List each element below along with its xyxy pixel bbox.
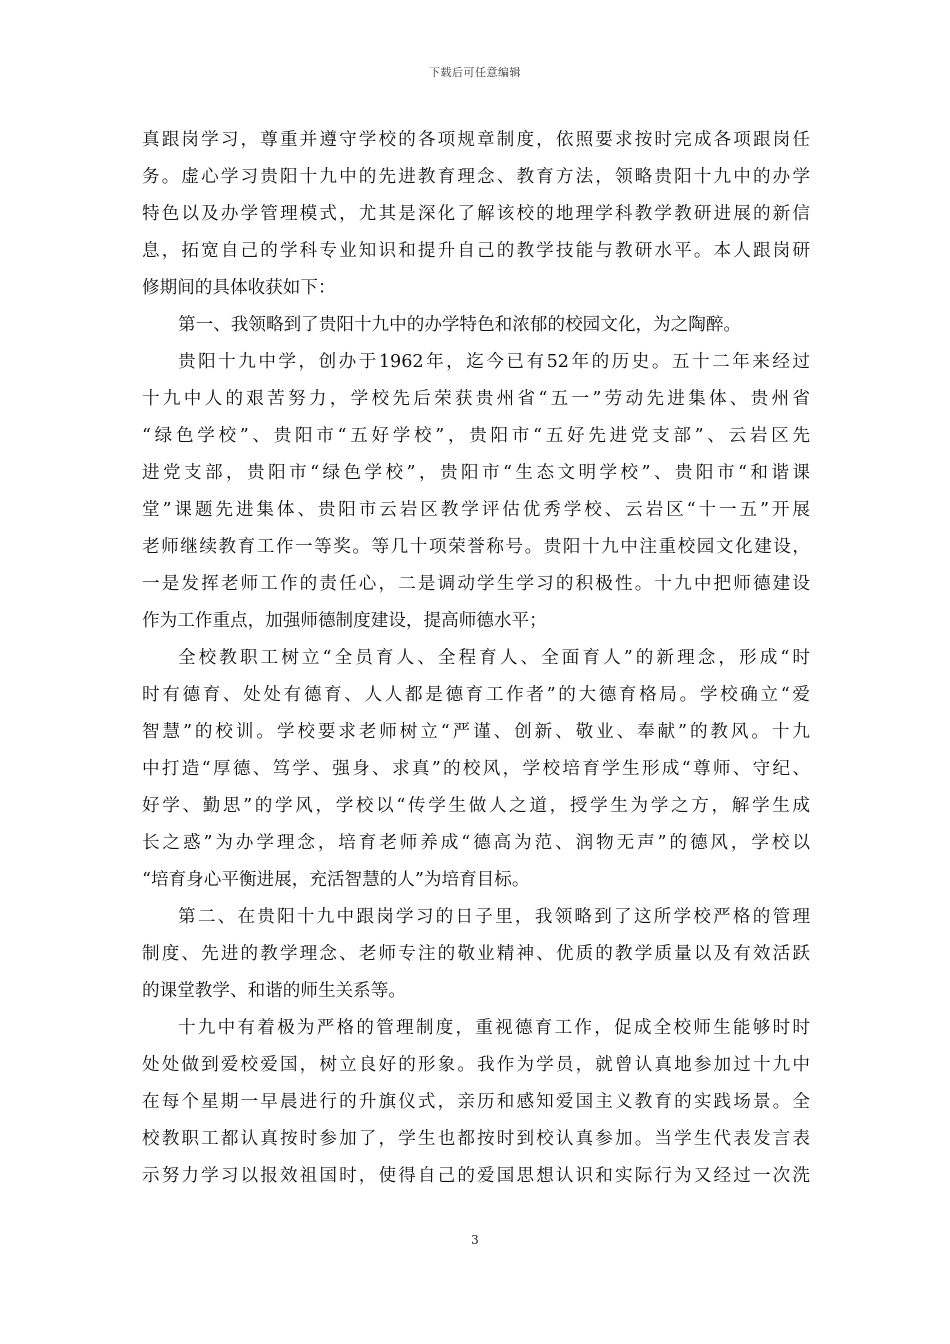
text-line: 时有德育、处处有德育、人人都是德育工作者”的大德育格局。学校确立“爱 [142,685,810,705]
page-number: 3 [471,1233,479,1247]
page-header: 下载后可任意编辑 [429,66,521,79]
text-line: 智慧”的校训。学校要求老师树立“严谨、创新、敬业、奉献”的教风。十九 [142,722,810,742]
text-line: 好学、勤思”的学风，学校以“传学生做人之道，授学生为学之方，解学生成 [142,796,810,816]
text-line: 的课堂教学、和谐的师生关系等。 [142,981,406,1001]
text-line: 一是发挥老师工作的责任心，二是调动学生学习的积极性。十九中把师德建设 [142,574,810,594]
text-line: 第二、在贵阳十九中跟岗学习的日子里，我领略到了这所学校严格的管理 [178,907,810,927]
text-line: 全校教职工树立“全员育人、全程育人、全面育人”的新理念，形成“时 [178,648,810,668]
text-line: 示努力学习以报效祖国时，使得自己的爱国思想认识和实际行为又经过一次洗 [142,1166,810,1186]
text-line: 第一、我领略到了贵阳十九中的办学特色和浓郁的校园文化，为之陶醉。 [178,315,742,335]
text-line: 务。虚心学习贵阳十九中的先进教育理念、教育方法，领略贵阳十九中的办学 [142,167,810,187]
text-line: 息，拓宽自己的学科专业知识和提升自己的教学技能与教研水平。本人跟岗研 [142,241,810,261]
text-line: 十九中人的艰苦努力，学校先后荣获贵州省“五一”劳动先进集体、贵州省 [142,389,810,409]
text-line: 中打造“厚德、笃学、强身、求真”的校风，学校培育学生形成“尊师、守纪、 [142,759,810,779]
text-line: 十九中有着极为严格的管理制度，重视德育工作，促成全校师生能够时时 [178,1018,810,1038]
document-body [142,122,810,1195]
text-line: “培育身心平衡进展，充活智慧的人”为培育目标。 [142,870,530,890]
text-line: 制度、先进的教学理念、老师专注的敬业精神、优质的教学质量以及有效活跃 [142,944,810,964]
text-line: 长之惑”为办学理念，培育老师养成“德高为范、润物无声”的德风，学校以 [142,833,810,853]
text-line: 校教职工都认真按时参加了，学生也都按时到校认真参加。当学生代表发言表 [142,1129,810,1149]
text-line: 作为工作重点，加强师德制度建设，提高师德水平； [142,611,547,631]
text-line: 堂”课题先进集体、贵阳市云岩区教学评估优秀学校、云岩区“十一五”开展 [142,500,810,520]
text-line: 在每个星期一早晨进行的升旗仪式，亲历和感知爱国主义教育的实践场景。全 [142,1092,810,1112]
text-line: 进党支部，贵阳市“绿色学校”，贵阳市“生态文明学校”、贵阳市“和谐课 [142,463,810,483]
text-line: 特色以及办学管理模式，尤其是深化了解该校的地理学科教学教研进展的新信 [142,204,810,224]
text-line: 处处做到爱校爱国，树立良好的形象。我作为学员，就曾认真地参加过十九中 [142,1055,810,1075]
text-line: “绿色学校”、贵阳市“五好学校”，贵阳市“五好先进党支部”、云岩区先 [142,426,810,446]
text-line: 修期间的具体收获如下： [142,278,336,298]
text-line: 真跟岗学习，尊重并遵守学校的各项规章制度，依照要求按时完成各项跟岗任 [142,130,810,150]
text-line: 贵阳十九中学，创办于1962年，迄今已有52年的历史。五十二年来经过 [178,352,810,372]
text-line: 老师继续教育工作一等奖。等几十项荣誉称号。贵阳十九中注重校园文化建设， [142,537,810,557]
